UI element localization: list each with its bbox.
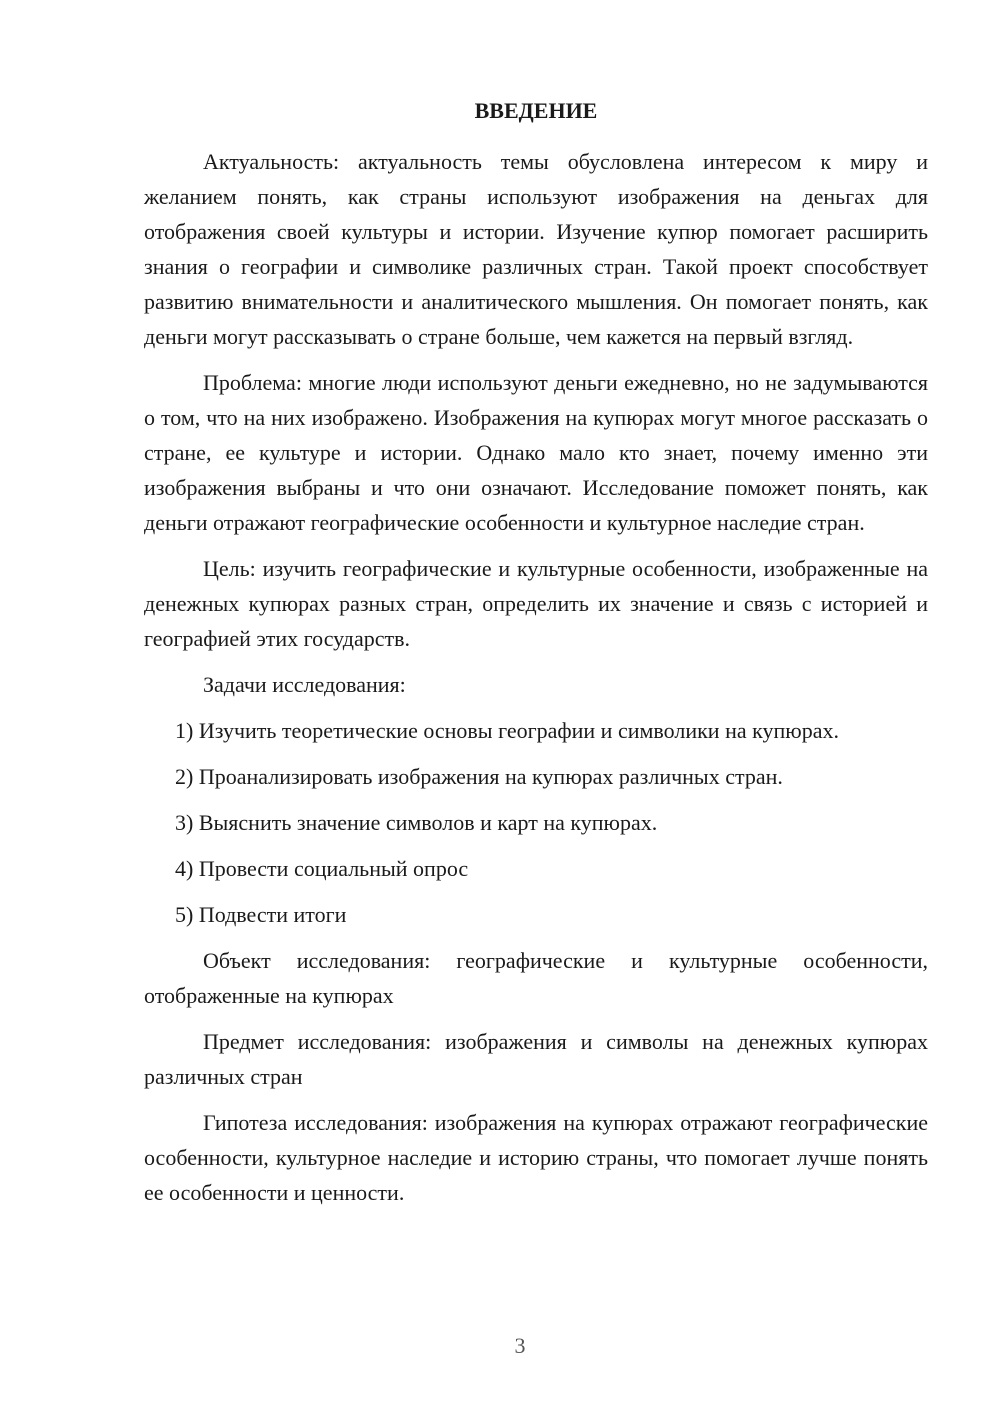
task-item: 1) Изучить теоретические основы географии и символики на купюрах. [175,718,839,743]
document-page [144,0,928,1414]
task-item: 4) Провести социальный опрос [175,856,469,881]
subject-paragraph: Предмет исследования: изображения и символы на денежных купюрах различных стран [144,1029,928,1089]
goal-paragraph: Цель: изучить географические и культурные особенности, изображенные на денежных купюрах разных стран, определить их значение и связь с историей и географией этих государств. [144,556,928,651]
relevance-paragraph: Актуальность: актуальность темы обусловлена интересом к миру и желанием понять, как страны используют изображения на деньгах для отображения своей культуры и истории. Изучение купюр помогает расширить знания о географии и символике различных стран. Такой проект способствует развитию внимательности и аналитического мышления. Он помогает понять, как деньги могут рассказывать о стране больше, чем кажется на первый взгляд. [144,149,928,349]
tasks-title: Задачи исследования: [203,672,406,697]
page-number: 3 [514,1333,526,1358]
task-item: 3) Выяснить значение символов и карт на купюрах. [175,810,658,835]
hypothesis-paragraph: Гипотеза исследования: изображения на купюрах отражают географические особенности, культурное наследие и историю страны, что помогает лучше понять ее особенности и ценности. [144,1110,928,1205]
task-item: 2) Проанализировать изображения на купюрах различных стран. [175,764,783,789]
problem-paragraph: Проблема: многие люди используют деньги ежедневно, но не задумываются о том, что на них изображено. Изображения на купюрах могут многое рассказать о стране, ее культуре и истории. Однако мало кто знает, почему именно эти изображения выбраны и что они означают. Исследование поможет понять, как деньги отражают географические особенности и культурное наследие стран. [144,370,928,535]
document-body [144,144,928,1221]
object-paragraph: Объект исследования: географические и культурные особенности, отображенные на купюрах [144,948,928,1008]
task-item: 5) Подвести итоги [175,902,347,927]
section-heading: ВВЕДЕНИЕ [474,98,598,123]
